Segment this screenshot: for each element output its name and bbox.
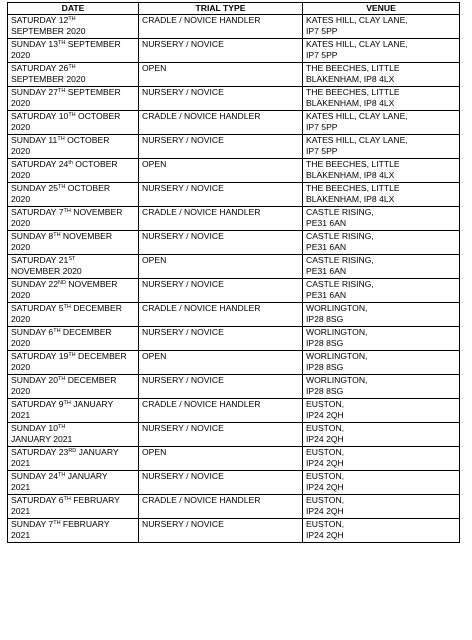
date-ordinal: TH <box>63 496 71 502</box>
venue-line-1: WORLINGTON, <box>306 375 368 385</box>
venue-cell <box>303 519 460 543</box>
table-row <box>8 159 460 183</box>
date-year: 2020 <box>11 337 31 348</box>
trial-type-cell: OPEN <box>139 63 303 87</box>
trial-type-cell: CRADLE / NOVICE HANDLER <box>139 495 303 519</box>
date-cell <box>8 327 139 351</box>
date-cell <box>8 519 139 543</box>
date-day: SATURDAY 21 <box>11 255 69 265</box>
trial-type-cell: CRADLE / NOVICE HANDLER <box>139 15 303 39</box>
date-year: 2020 <box>11 289 31 300</box>
date-cell <box>8 279 139 303</box>
venue-line-2: PE31 6AN <box>306 217 347 228</box>
venue-line-1: KATES HILL, CLAY LANE, <box>306 15 408 25</box>
date-day: SATURDAY 26 <box>11 63 69 73</box>
trial-schedule <box>7 2 459 543</box>
date-day: SUNDAY 6 <box>11 327 54 337</box>
venue-line-1: EUSTON, <box>306 399 345 409</box>
trial-type-cell: NURSERY / NOVICE <box>139 39 303 63</box>
date-month: DECEMBER <box>70 303 122 313</box>
venue-line-2: IP28 8SG <box>306 385 344 396</box>
table-row <box>8 255 460 279</box>
venue-cell <box>303 495 460 519</box>
table-row <box>8 39 460 63</box>
table-row <box>8 327 460 351</box>
date-day: SUNDAY 8 <box>11 231 54 241</box>
date-month: FEBRUARY <box>70 495 120 505</box>
venue-line-2: IP28 8SG <box>306 337 344 348</box>
date-cell <box>8 63 139 87</box>
trial-type-cell: NURSERY / NOVICE <box>139 471 303 495</box>
date-month: SEPTEMBER <box>65 87 121 97</box>
table-row <box>8 375 460 399</box>
venue-line-2: BLAKENHAM, IP8 4LX <box>306 73 395 84</box>
trial-type-cell: CRADLE / NOVICE HANDLER <box>139 111 303 135</box>
date-day: SATURDAY 5 <box>11 303 64 313</box>
date-cell <box>8 495 139 519</box>
date-cell <box>8 447 139 471</box>
date-ordinal: TH <box>68 112 76 118</box>
header-row <box>8 3 460 15</box>
venue-line-1: EUSTON, <box>306 423 345 433</box>
date-cell <box>8 159 139 183</box>
venue-line-2: IP24 2QH <box>306 433 344 444</box>
date-year: 2020 <box>11 49 31 60</box>
date-month: OCTOBER <box>65 183 111 193</box>
date-day: SATURDAY 19 <box>11 351 69 361</box>
venue-line-1: CASTLE RISING, <box>306 255 374 265</box>
venue-line-1: KATES HILL, CLAY LANE, <box>306 111 408 121</box>
trial-type-cell: NURSERY / NOVICE <box>139 87 303 111</box>
date-day: SATURDAY 6 <box>11 495 64 505</box>
venue-line-2: IP7 5PP <box>306 145 338 156</box>
venue-line-1: CASTLE RISING, <box>306 231 374 241</box>
date-cell <box>8 375 139 399</box>
table-row <box>8 351 460 375</box>
date-ordinal: TH <box>63 304 71 310</box>
venue-line-2: IP24 2QH <box>306 529 344 540</box>
venue-line-2: IP28 8SG <box>306 313 344 324</box>
date-ordinal: TH <box>63 400 71 406</box>
date-month: OCTOBER <box>75 111 121 121</box>
date-year: 2021 <box>11 481 31 492</box>
schedule-rows <box>8 15 460 543</box>
venue-cell <box>303 303 460 327</box>
date-day: SUNDAY 24 <box>11 471 58 481</box>
table-row <box>8 207 460 231</box>
venue-line-1: KATES HILL, CLAY LANE, <box>306 39 408 49</box>
date-month: DECEMBER <box>75 351 127 361</box>
date-year: 2020 <box>11 361 31 372</box>
venue-cell <box>303 447 460 471</box>
date-year: SEPTEMBER 2020 <box>11 25 86 36</box>
date-day: SUNDAY 27 <box>11 87 58 97</box>
venue-cell <box>303 63 460 87</box>
date-year: 2021 <box>11 529 31 540</box>
venue-line-1: WORLINGTON, <box>306 351 368 361</box>
venue-cell <box>303 159 460 183</box>
venue-cell <box>303 327 460 351</box>
date-cell <box>8 183 139 207</box>
date-month: NOVEMBER <box>65 279 118 289</box>
trial-type-cell: NURSERY / NOVICE <box>139 231 303 255</box>
table-row <box>8 87 460 111</box>
date-month: NOVEMBER <box>70 207 123 217</box>
date-day: SATURDAY 24 <box>11 159 69 169</box>
trial-type-cell: OPEN <box>139 255 303 279</box>
date-cell <box>8 39 139 63</box>
venue-line-2: IP24 2QH <box>306 505 344 516</box>
venue-line-2: IP28 8SG <box>306 361 344 372</box>
date-year: 2021 <box>11 505 31 516</box>
date-day: SUNDAY 20 <box>11 375 58 385</box>
venue-cell <box>303 15 460 39</box>
trial-type-cell: NURSERY / NOVICE <box>139 375 303 399</box>
date-ordinal: TH <box>57 424 66 430</box>
venue-line-1: CASTLE RISING, <box>306 207 374 217</box>
date-year: 2020 <box>11 241 31 252</box>
venue-line-2: IP24 2QH <box>306 409 344 420</box>
trial-type-cell: NURSERY / NOVICE <box>139 279 303 303</box>
date-year: 2021 <box>11 409 31 420</box>
venue-cell <box>303 375 460 399</box>
date-ordinal: TH <box>68 16 76 22</box>
venue-line-1: KATES HILL, CLAY LANE, <box>306 135 408 145</box>
venue-line-1: EUSTON, <box>306 447 345 457</box>
venue-line-2: BLAKENHAM, IP8 4LX <box>306 193 395 204</box>
venue-cell <box>303 87 460 111</box>
trial-type-cell: NURSERY / NOVICE <box>139 135 303 159</box>
venue-cell <box>303 255 460 279</box>
date-cell <box>8 111 139 135</box>
venue-line-2: BLAKENHAM, IP8 4LX <box>306 97 395 108</box>
trial-type-cell: NURSERY / NOVICE <box>139 183 303 207</box>
date-ordinal: ST <box>68 256 76 262</box>
date-cell <box>8 423 139 447</box>
table-row <box>8 399 460 423</box>
venue-cell <box>303 351 460 375</box>
trial-type-cell: OPEN <box>139 447 303 471</box>
date-day: SUNDAY 11 <box>11 135 58 145</box>
date-year: 2020 <box>11 97 31 108</box>
date-day: SUNDAY 22 <box>11 279 58 289</box>
date-day: SATURDAY 23 <box>11 447 69 457</box>
table-row <box>8 519 460 543</box>
date-year: JANUARY 2021 <box>11 433 73 444</box>
date-ordinal: TH <box>57 472 66 478</box>
trial-type-cell: OPEN <box>139 159 303 183</box>
date-ordinal: TH <box>57 184 66 190</box>
venue-line-2: IP7 5PP <box>306 121 338 132</box>
venue-line-2: PE31 6AN <box>306 265 347 276</box>
date-cell <box>8 255 139 279</box>
venue-cell <box>303 399 460 423</box>
date-day: SATURDAY 12 <box>11 15 69 25</box>
header-trial-type: TRIAL TYPE <box>139 3 303 15</box>
date-ordinal: TH <box>53 520 61 526</box>
table-row <box>8 231 460 255</box>
date-month: OCTOBER <box>72 159 118 169</box>
venue-cell <box>303 111 460 135</box>
header-date: DATE <box>8 3 139 15</box>
date-month: SEPTEMBER <box>65 39 121 49</box>
date-ordinal: TH <box>68 352 76 358</box>
date-year: 2020 <box>11 145 31 156</box>
date-ordinal: TH <box>57 40 66 46</box>
date-year: 2020 <box>11 385 31 396</box>
venue-line-2: PE31 6AN <box>306 241 347 252</box>
trial-type-cell: NURSERY / NOVICE <box>139 519 303 543</box>
table-row <box>8 303 460 327</box>
date-year: SEPTEMBER 2020 <box>11 73 86 84</box>
trial-type-cell: NURSERY / NOVICE <box>139 423 303 447</box>
date-ordinal: th <box>68 160 73 166</box>
date-ordinal: TH <box>53 232 61 238</box>
date-day: SUNDAY 25 <box>11 183 58 193</box>
table-row <box>8 15 460 39</box>
venue-line-1: WORLINGTON, <box>306 327 368 337</box>
date-year: 2021 <box>11 457 31 468</box>
date-day: SATURDAY 9 <box>11 399 64 409</box>
date-year: 2020 <box>11 313 31 324</box>
venue-line-1: WORLINGTON, <box>306 303 368 313</box>
venue-cell <box>303 231 460 255</box>
trial-type-cell: CRADLE / NOVICE HANDLER <box>139 207 303 231</box>
date-month: JANUARY <box>70 399 114 409</box>
trial-type-cell: CRADLE / NOVICE HANDLER <box>139 303 303 327</box>
date-day: SATURDAY 7 <box>11 207 64 217</box>
date-ordinal: TH <box>57 376 66 382</box>
date-month: JANUARY <box>76 447 119 457</box>
date-day: SUNDAY 7 <box>11 519 54 529</box>
date-year: 2020 <box>11 217 31 228</box>
date-ordinal: RD <box>68 448 77 454</box>
table-row <box>8 111 460 135</box>
date-ordinal: TH <box>63 208 71 214</box>
venue-cell <box>303 183 460 207</box>
venue-line-1: EUSTON, <box>306 519 345 529</box>
table-row <box>8 447 460 471</box>
date-ordinal: TH <box>53 328 61 334</box>
table-row <box>8 495 460 519</box>
date-ordinal: TH <box>57 88 66 94</box>
venue-cell <box>303 279 460 303</box>
venue-cell <box>303 471 460 495</box>
date-year: 2020 <box>11 121 31 132</box>
date-cell <box>8 471 139 495</box>
date-cell <box>8 303 139 327</box>
trial-type-cell: OPEN <box>139 351 303 375</box>
venue-line-2: IP7 5PP <box>306 25 338 36</box>
date-cell <box>8 87 139 111</box>
venue-line-1: THE BEECHES, LITTLE <box>306 183 400 193</box>
venue-line-2: IP24 2QH <box>306 481 344 492</box>
venue-line-1: EUSTON, <box>306 471 345 481</box>
date-month: FEBRUARY <box>60 519 110 529</box>
date-cell <box>8 207 139 231</box>
venue-line-2: IP24 2QH <box>306 457 344 468</box>
table-row <box>8 279 460 303</box>
date-cell <box>8 231 139 255</box>
table-row <box>8 135 460 159</box>
date-year: 2020 <box>11 193 31 204</box>
date-month: JANUARY <box>65 471 108 481</box>
venue-line-2: IP7 5PP <box>306 49 338 60</box>
table-row <box>8 471 460 495</box>
venue-line-1: EUSTON, <box>306 495 345 505</box>
date-month: OCTOBER <box>64 135 110 145</box>
trial-type-cell: NURSERY / NOVICE <box>139 327 303 351</box>
schedule-table <box>7 2 460 543</box>
date-cell <box>8 135 139 159</box>
venue-line-2: BLAKENHAM, IP8 4LX <box>306 169 395 180</box>
trial-type-cell: CRADLE / NOVICE HANDLER <box>139 399 303 423</box>
date-cell <box>8 351 139 375</box>
date-day: SATURDAY 10 <box>11 111 69 121</box>
date-ordinal: ND <box>57 280 66 286</box>
date-month: DECEMBER <box>65 375 117 385</box>
venue-cell <box>303 207 460 231</box>
venue-cell <box>303 39 460 63</box>
header-venue: VENUE <box>303 3 460 15</box>
venue-cell <box>303 423 460 447</box>
venue-line-1: THE BEECHES, LITTLE <box>306 159 400 169</box>
date-year: 2020 <box>11 169 31 180</box>
venue-line-1: THE BEECHES, LITTLE <box>306 87 400 97</box>
date-cell <box>8 399 139 423</box>
venue-line-1: THE BEECHES, LITTLE <box>306 63 400 73</box>
venue-line-2: PE31 6AN <box>306 289 347 300</box>
table-row <box>8 63 460 87</box>
date-ordinal: TH <box>68 64 76 70</box>
date-cell <box>8 15 139 39</box>
date-year: NOVEMBER 2020 <box>11 265 82 276</box>
date-day: SUNDAY 13 <box>11 39 58 49</box>
table-row <box>8 183 460 207</box>
date-month: NOVEMBER <box>60 231 113 241</box>
date-month: DECEMBER <box>60 327 112 337</box>
date-ordinal: TH <box>57 136 65 142</box>
table-row <box>8 423 460 447</box>
venue-line-1: CASTLE RISING, <box>306 279 374 289</box>
venue-cell <box>303 135 460 159</box>
date-day: SUNDAY 10 <box>11 423 58 433</box>
